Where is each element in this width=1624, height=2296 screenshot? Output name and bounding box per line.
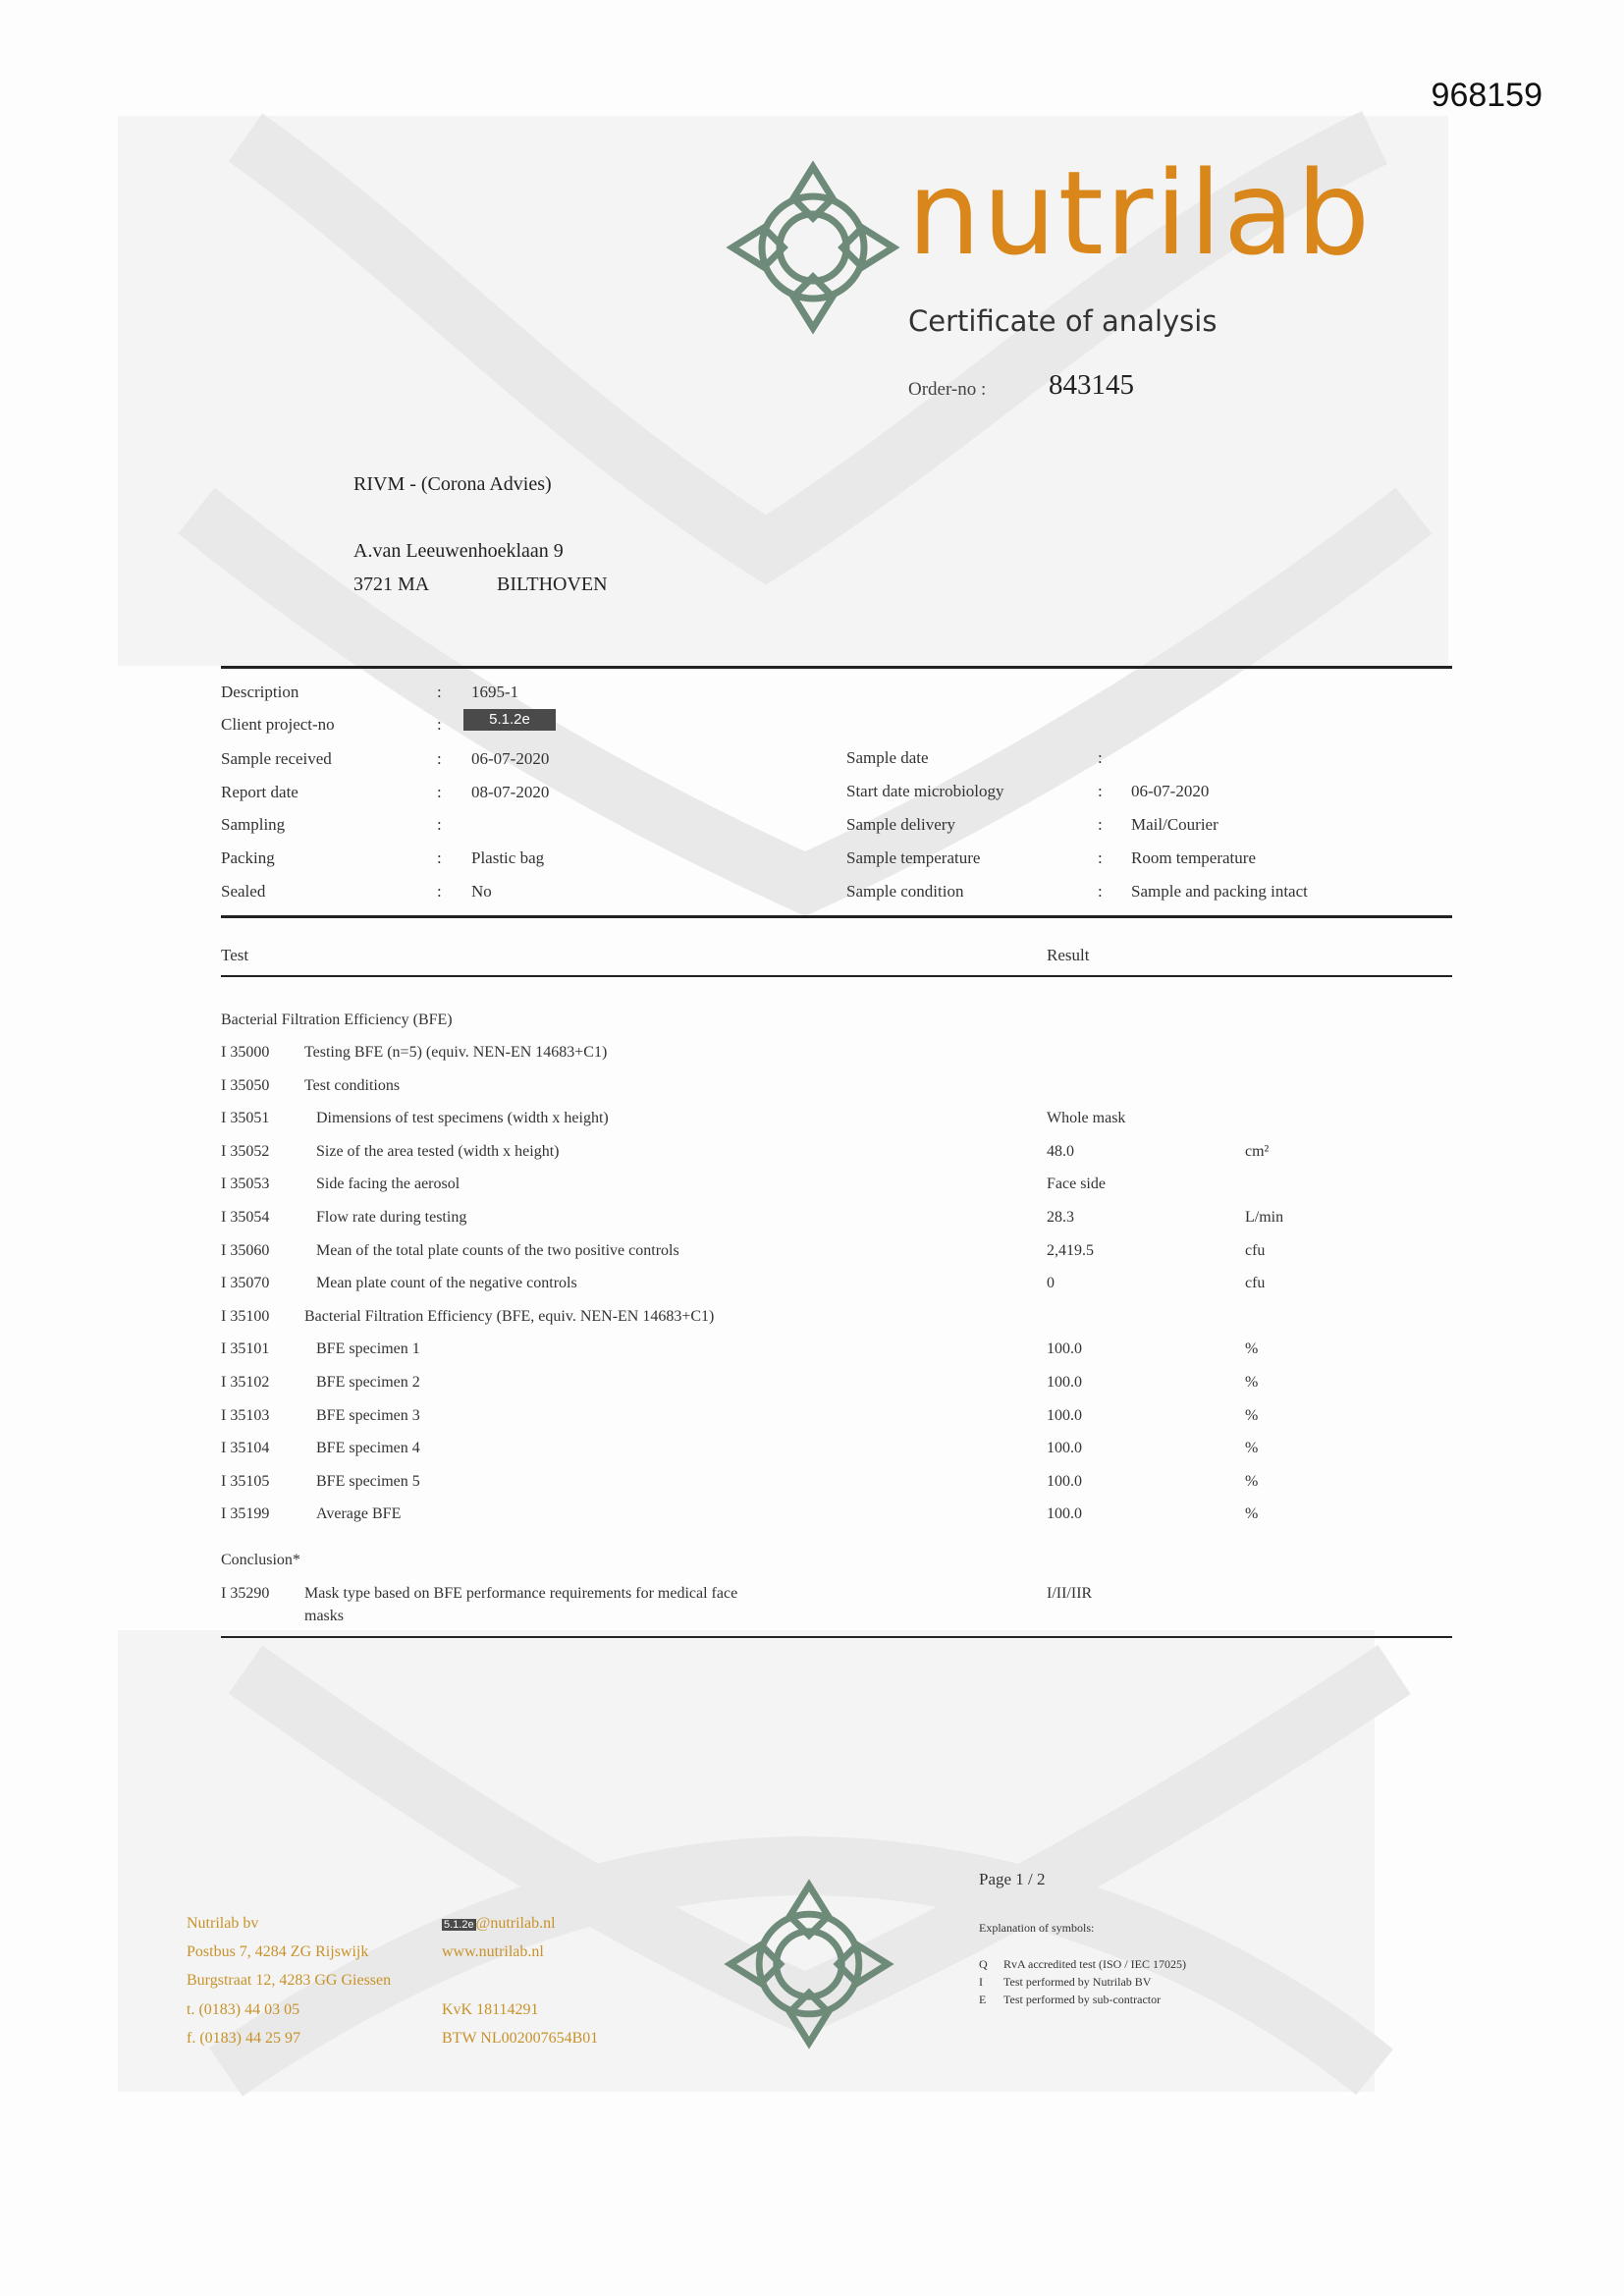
test-result: Face side [1047, 1175, 1106, 1192]
symbol-code: Q [979, 1957, 988, 1971]
meta-label: Sample temperature [846, 848, 981, 867]
meta-value: 08-07-2020 [471, 783, 550, 801]
meta-colon: : [437, 783, 442, 801]
test-name: BFE specimen 2 [316, 1374, 420, 1391]
footer-tel: t. (0183) 44 03 05 [187, 2001, 300, 2018]
meta-value: No [471, 882, 492, 901]
test-unit: % [1245, 1473, 1259, 1490]
test-result: 28.3 [1047, 1209, 1074, 1226]
meta-colon: : [437, 683, 442, 701]
test-result: 100.0 [1047, 1473, 1082, 1490]
test-name: Side facing the aerosol [316, 1175, 460, 1192]
test-code: I 35052 [221, 1143, 270, 1160]
test-code: I 35103 [221, 1407, 270, 1424]
test-name: Mean of the total plate counts of the two positive controls [316, 1242, 679, 1259]
test-code: I 35054 [221, 1209, 270, 1226]
footer-website-link[interactable]: www.nutrilab.nl [442, 1943, 544, 1960]
test-name: BFE specimen 5 [316, 1473, 420, 1490]
nutrilab-logo-icon [725, 159, 901, 336]
test-unit: % [1245, 1505, 1259, 1522]
client-postcode: 3721 MA [353, 574, 430, 595]
client-street: A.van Leeuwenhoeklaan 9 [353, 540, 564, 562]
test-name: Test conditions [304, 1077, 401, 1094]
meta-value: 1695-1 [471, 683, 519, 701]
divider [221, 915, 1452, 918]
divider [221, 975, 1452, 977]
test-result: 2,419.5 [1047, 1242, 1094, 1259]
divider [221, 1636, 1452, 1638]
footer-fax: f. (0183) 44 25 97 [187, 2030, 300, 2047]
test-code: I 35101 [221, 1340, 270, 1357]
test-result: 100.0 [1047, 1407, 1082, 1424]
test-name: Flow rate during testing [316, 1209, 467, 1226]
test-unit: % [1245, 1340, 1259, 1357]
test-unit: cfu [1245, 1242, 1266, 1259]
conclusion-code: I 35290 [221, 1585, 270, 1602]
client-city: BILTHOVEN [497, 574, 608, 595]
test-name: Size of the area tested (width x height) [316, 1143, 560, 1160]
meta-value: Room temperature [1131, 848, 1256, 867]
test-code: I 35000 [221, 1044, 270, 1061]
meta-label: Sample date [846, 748, 929, 767]
meta-value: Mail/Courier [1131, 815, 1218, 834]
conclusion-name: Mask type based on BFE performance requirements for medical face [304, 1585, 738, 1602]
footer-kvk: KvK 18114291 [442, 2001, 539, 2018]
footer-btw: BTW NL002007654B01 [442, 2030, 599, 2047]
meta-label: Packing [221, 848, 275, 867]
symbol-code: E [979, 1993, 987, 2006]
test-unit: % [1245, 1440, 1259, 1456]
test-result: 100.0 [1047, 1440, 1082, 1456]
test-unit: cfu [1245, 1275, 1266, 1291]
meta-value: Plastic bag [471, 848, 545, 867]
redacted-value: 5.1.2e [463, 709, 556, 731]
certificate-title: Certificate of analysis [908, 304, 1218, 338]
footer-email-domain: @nutrilab.nl [475, 1915, 556, 1932]
test-code: I 35105 [221, 1473, 270, 1490]
divider [221, 666, 1452, 669]
meta-label: Sample received [221, 749, 332, 768]
test-code: I 35100 [221, 1308, 270, 1325]
meta-colon: : [437, 848, 442, 867]
test-code: I 35050 [221, 1077, 270, 1094]
test-result: 100.0 [1047, 1505, 1082, 1522]
meta-colon: : [1098, 882, 1103, 901]
symbol-desc: Test performed by sub-contractor [1003, 1993, 1162, 2006]
meta-colon: : [437, 715, 442, 734]
client-name: RIVM - (Corona Advies) [353, 473, 552, 495]
conclusion-name-cont: masks [304, 1608, 344, 1624]
test-unit: L/min [1245, 1209, 1284, 1226]
meta-colon: : [437, 815, 442, 834]
column-header-result: Result [1047, 946, 1090, 964]
symbol-desc: RvA accredited test (ISO / IEC 17025) [1003, 1957, 1186, 1971]
test-code: I 35051 [221, 1110, 270, 1126]
test-code: I 35104 [221, 1440, 270, 1456]
test-name: Testing BFE (n=5) (equiv. NEN-EN 14683+C1) [304, 1044, 608, 1061]
footer-email[interactable] [442, 1915, 556, 1933]
test-name: Average BFE [316, 1505, 402, 1522]
test-result: 100.0 [1047, 1340, 1082, 1357]
test-result: 0 [1047, 1275, 1055, 1291]
footer-logo-icon [723, 1878, 895, 2050]
footer-company: Nutrilab bv [187, 1915, 259, 1932]
test-code: I 35060 [221, 1242, 270, 1259]
brand-name: nutrilab [907, 145, 1373, 281]
meta-value: Sample and packing intact [1131, 882, 1308, 901]
test-unit: % [1245, 1374, 1259, 1391]
test-name: BFE specimen 3 [316, 1407, 420, 1424]
meta-label: Report date [221, 783, 298, 801]
order-label: Order-no : [908, 379, 987, 400]
meta-colon: : [1098, 815, 1103, 834]
meta-colon: : [1098, 782, 1103, 800]
test-name: Bacterial Filtration Efficiency (BFE, equiv. NEN-EN 14683+C1) [304, 1308, 715, 1325]
symbol-desc: Test performed by Nutrilab BV [1003, 1975, 1152, 1989]
test-unit: cm² [1245, 1143, 1270, 1160]
test-result: 48.0 [1047, 1143, 1074, 1160]
meta-colon: : [437, 882, 442, 901]
meta-colon: : [1098, 748, 1103, 767]
test-name: Mean plate count of the negative controls [316, 1275, 577, 1291]
test-result: Whole mask [1047, 1110, 1126, 1126]
symbols-title: Explanation of symbols: [979, 1921, 1095, 1935]
meta-label: Description [221, 683, 299, 701]
meta-value: 06-07-2020 [1131, 782, 1210, 800]
meta-label: Sample condition [846, 882, 964, 901]
test-code: I 35199 [221, 1505, 270, 1522]
meta-value: 06-07-2020 [471, 749, 550, 768]
meta-label: Client project-no [221, 715, 335, 734]
meta-label: Sampling [221, 815, 286, 834]
page-number: Page 1 / 2 [979, 1870, 1046, 1888]
footer-postbus: Postbus 7, 4284 ZG Rijswijk [187, 1943, 369, 1960]
meta-label: Start date microbiology [846, 782, 1004, 800]
test-name: BFE specimen 1 [316, 1340, 420, 1357]
document-id: 968159 [1431, 77, 1543, 114]
conclusion-title: Conclusion* [221, 1552, 300, 1568]
conclusion-result: I/II/IIR [1047, 1585, 1093, 1602]
test-code: I 35053 [221, 1175, 270, 1192]
test-code: I 35102 [221, 1374, 270, 1391]
section-title: Bacterial Filtration Efficiency (BFE) [221, 1011, 453, 1028]
column-header-test: Test [221, 946, 249, 964]
order-number: 843145 [1049, 369, 1134, 401]
meta-colon: : [437, 749, 442, 768]
test-result: 100.0 [1047, 1374, 1082, 1391]
meta-label: Sample delivery [846, 815, 955, 834]
redacted-email: 5.1.2e [444, 1919, 474, 1931]
test-name: BFE specimen 4 [316, 1440, 420, 1456]
footer-street: Burgstraat 12, 4283 GG Giessen [187, 1972, 392, 1989]
test-unit: % [1245, 1407, 1259, 1424]
meta-colon: : [1098, 848, 1103, 867]
test-name: Dimensions of test specimens (width x height) [316, 1110, 609, 1126]
meta-label: Sealed [221, 882, 266, 901]
symbol-code: I [979, 1975, 983, 1989]
test-code: I 35070 [221, 1275, 270, 1291]
